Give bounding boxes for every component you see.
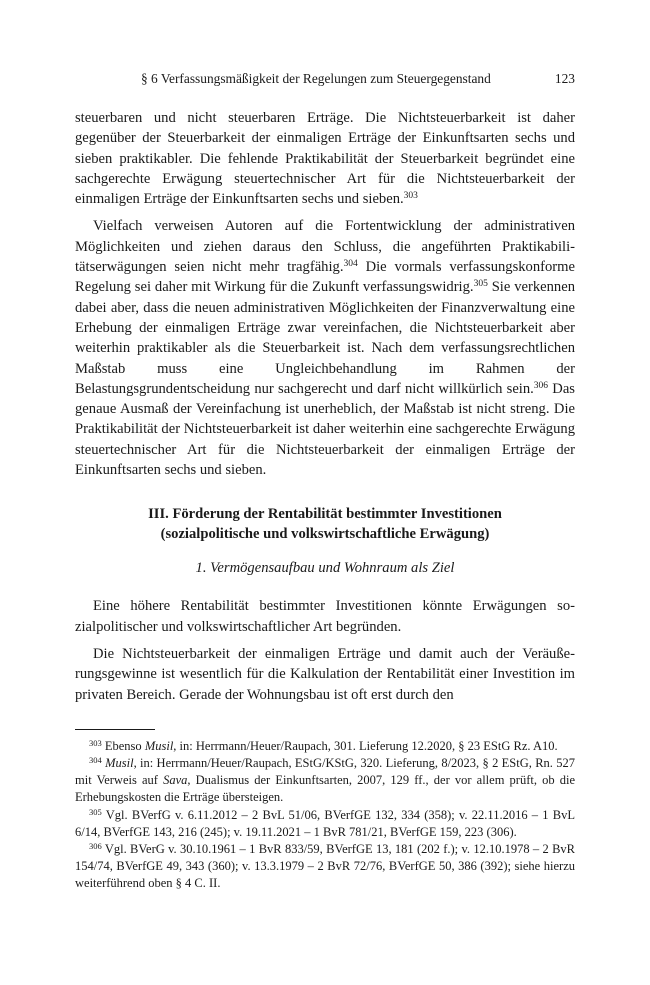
footnote-number: 305: [89, 806, 102, 817]
paragraph-1-text: steuerbaren und nicht steuerbaren Erträge. Die Nichtsteuerbarkeit ist daher gegenüber der Steuerbarkeit der einmaligen Erträge der Einkunftsarten sechs und sieben praktikabler. Die fehlende Praktikabilität der Steuerbarkeit begründet eine sachgerechte Erwägung steuertechnischer Art für die Nichtsteuerbarkeit der einmaligen Erträge der Einkunftsarten sechs und sieben.: [75, 110, 575, 208]
footnote-separator: [75, 729, 155, 730]
section-heading-line-1: III. Förderung der Rentabilität bestimmter Investitionen: [148, 506, 502, 523]
footnote-306: [75, 841, 575, 893]
footnote-number: 304: [89, 755, 102, 766]
section-heading: [75, 504, 575, 544]
paragraph-4: Die Nichtsteuerbarkeit der einmaligen Erträge und damit auch der Veräußerungsgewinne ist wesentlich für die Kalkulation der Rentabilität einer Investition im privaten Bereich. Gerade der Wohnungsbau ist oft erst durch den: [75, 645, 575, 703]
footnote-text: , Dualismus der Einkunftsarten, 2007, 129 ff., der vor allem prüft, ob die Erhebungskosten die Erträge übersteigen.: [75, 773, 575, 805]
paragraph-1: [75, 108, 575, 209]
subsection-heading: 1. Vermögensaufbau und Wohnraum als Ziel: [195, 560, 455, 577]
footnote-ref-306: 306: [533, 380, 549, 391]
footnote-author: Sava: [163, 773, 188, 788]
footnote-ref-305: 305: [473, 279, 488, 290]
running-head-title: § 6 Verfassungsmäßigkeit der Regelungen zum Steuergegenstand: [141, 71, 491, 86]
footnote-ref-303: 303: [403, 191, 418, 202]
footnote-text: , in: Herrmann/Heuer/Raupach, EStG/KStG, 320. Lieferung, 8/2023, § 2 EStG, Rn. 527 mit Verweis auf: [75, 756, 575, 788]
paragraph-2-part-4: Das genaue Ausmaß der Vereinfachung ist unerheblich, der Maßstab ist nicht streng. Die Praktikabilität der Nichtsteuerbarkeit ist daher weiterhin eine sachgerechte Erwägung steuertechnischer Art für die Nichtsteuerbarkeit der einmaligen Erträge der Einkunftsarten sechs und sieben.: [75, 380, 575, 479]
footnote-author: Musil: [144, 738, 174, 753]
footnote-number: 303: [89, 737, 102, 748]
footnote-303: [75, 738, 575, 755]
paragraph-2: [75, 216, 575, 480]
running-head: [75, 70, 575, 88]
footnotes: [75, 738, 575, 893]
footnote-number: 306: [89, 841, 102, 852]
body-text: [75, 108, 575, 705]
paragraph-2-part-1: Vielfach verweisen Autoren auf die Fortentwicklung der administrativen Möglichkeiten und ziehen daraus den Schluss, die angeführten Praktikabilitätserwägungen seien nicht mehr tragfähig.: [75, 218, 575, 276]
footnote-304: [75, 755, 575, 807]
footnote-text: Vgl. BVerG v. 30.10.1961 – 1 BvR 833/59, BVerfGE 13, 181 (202 f.); v. 12.10.1978 – 2 BvR 154/74, BVerfGE 49, 343 (360); v. 13.3.1979 – 2 BvR 72/76, BVerfGE 50, 386 (392); siehe hierzu weiterführend oben § 4 C. II.: [75, 842, 575, 891]
footnote-ref-304: 304: [343, 259, 358, 270]
footnote-text: Vgl. BVerfG v. 6.11.2012 – 2 BvL 51/06, BVerfGE 132, 334 (358); v. 22.11.2016 – 1 BvL 6/14, BVerfGE 143, 216 (245); v. 19.11.2021 – 1 BvR 781/21, BVerfGE 159, 223 (306).: [75, 807, 575, 839]
footnote-text: Ebenso: [101, 738, 145, 753]
paragraph-2-part-3: Sie verkennen dabei aber, dass die neuen administrativen Möglichkeiten der Finanzverwaltung eine Erhebung der einmaligen Erträge zwar vereinfachen, die Nichtsteuerbarkeit aber weiterhin praktikabler als die Steuerbarkeit ist. Nach dem verfassungsrechtlichen Maßstab muss eine Ungleichbehandlung im Rahmen der Belastungsgrundentscheidung nur sachgerecht und darf nicht willkürlich sein.: [75, 279, 575, 397]
page-number: 123: [554, 71, 575, 86]
paragraph-2-part-2: Die vormals verfassungskonforme Regelung sei daher mit Wirkung für die Zukunft verfassungswidrig.: [75, 259, 575, 296]
footnote-author: Musil: [105, 756, 134, 771]
paragraph-3: Eine höhere Rentabilität bestimmter Investitionen könnte Erwägungen sozialpolitischer und volkswirtschaftlicher Art begründen.: [75, 598, 575, 635]
book-page: [75, 70, 575, 893]
footnote-305: [75, 807, 575, 841]
section-heading-line-2: (sozialpolitische und volkswirtschaftliche Erwägung): [160, 526, 490, 543]
footnote-text: , in: Herrmann/Heuer/Raupach, 301. Lieferung 12.2020, § 23 EStG Rz. A10.: [173, 738, 558, 753]
